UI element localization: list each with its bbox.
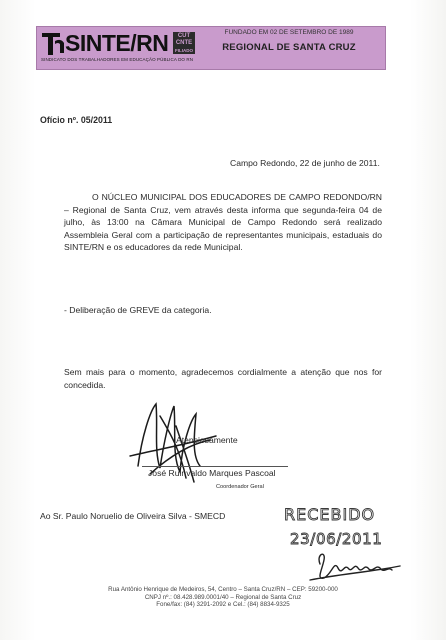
body-text: O NÚCLEO MUNICIPAL DOS EDUCADORES DE CAMPO REDONDO/RN – Regional de Santa Cruz, vem através desta informa que segunda-feira 04 de julho, às 13:00 na Câmara Municipal de Campo Redondo será realizado Assembleia Geral com a participação de representantes municipais, estaduais do SINTE/RN e os educadores da rede Municipal.	[64, 192, 382, 253]
footer-phones: Fone/fax: (84) 3291-2092 e Cel.: (84) 8834-9325	[156, 601, 290, 609]
sinte-logo	[41, 30, 201, 66]
cut-badge-line: CUT	[177, 33, 191, 39]
cut-badge-line: CNTE	[175, 40, 193, 46]
cut-badge-line: FILIADO	[175, 48, 193, 53]
cut-badge	[173, 32, 195, 54]
agenda-item: - Deliberação de GREVE da categoria.	[64, 305, 212, 315]
footer	[80, 586, 366, 609]
footer-cnpj: CNPJ nº.: 08.428.989.0001/40 – Regional de Santa Cruz	[144, 593, 302, 601]
closing-text: Sem mais para o momento, agradecemos cordialmente a atenção que nos for concedida.	[64, 367, 382, 390]
received-handwriting	[280, 494, 410, 590]
signer-name: José Ruinvaldo Marques Pascoal	[148, 468, 276, 478]
signer-role: Coordenador Geral	[216, 484, 264, 490]
footer-address: Rua Antônio Henrique de Medeiros, 54, Centro – Santa Cruz/RN – CEP: 59200-000	[108, 586, 338, 593]
received-date: 23/06/2011	[290, 530, 383, 548]
regional-name: REGIONAL DE SANTA CRUZ	[222, 42, 356, 53]
org-short-name: SINTE/RN	[65, 30, 169, 56]
closing-paragraph	[64, 366, 382, 391]
salutation: Atenciosamente	[176, 435, 238, 445]
sinte-emblem-icon	[41, 31, 67, 57]
received-text: RECEBIDO	[284, 505, 376, 524]
addressee: Ao Sr. Paulo Noruelio de Oliveira Silva - SMECD	[40, 511, 226, 521]
letterhead-banner	[36, 26, 386, 70]
letterhead-info	[199, 29, 379, 53]
document-number: Ofício nº. 05/2011	[40, 115, 113, 125]
date-line: Campo Redondo, 22 de junho de 2011.	[230, 158, 380, 168]
org-full-name: SINDICATO DOS TRABALHADORES EM EDUCAÇÃO PÚBLICA DO RN	[41, 57, 194, 62]
founded-line: FUNDADO EM 02 DE SETEMBRO DE 1989	[224, 29, 354, 36]
body-paragraph	[64, 191, 382, 254]
